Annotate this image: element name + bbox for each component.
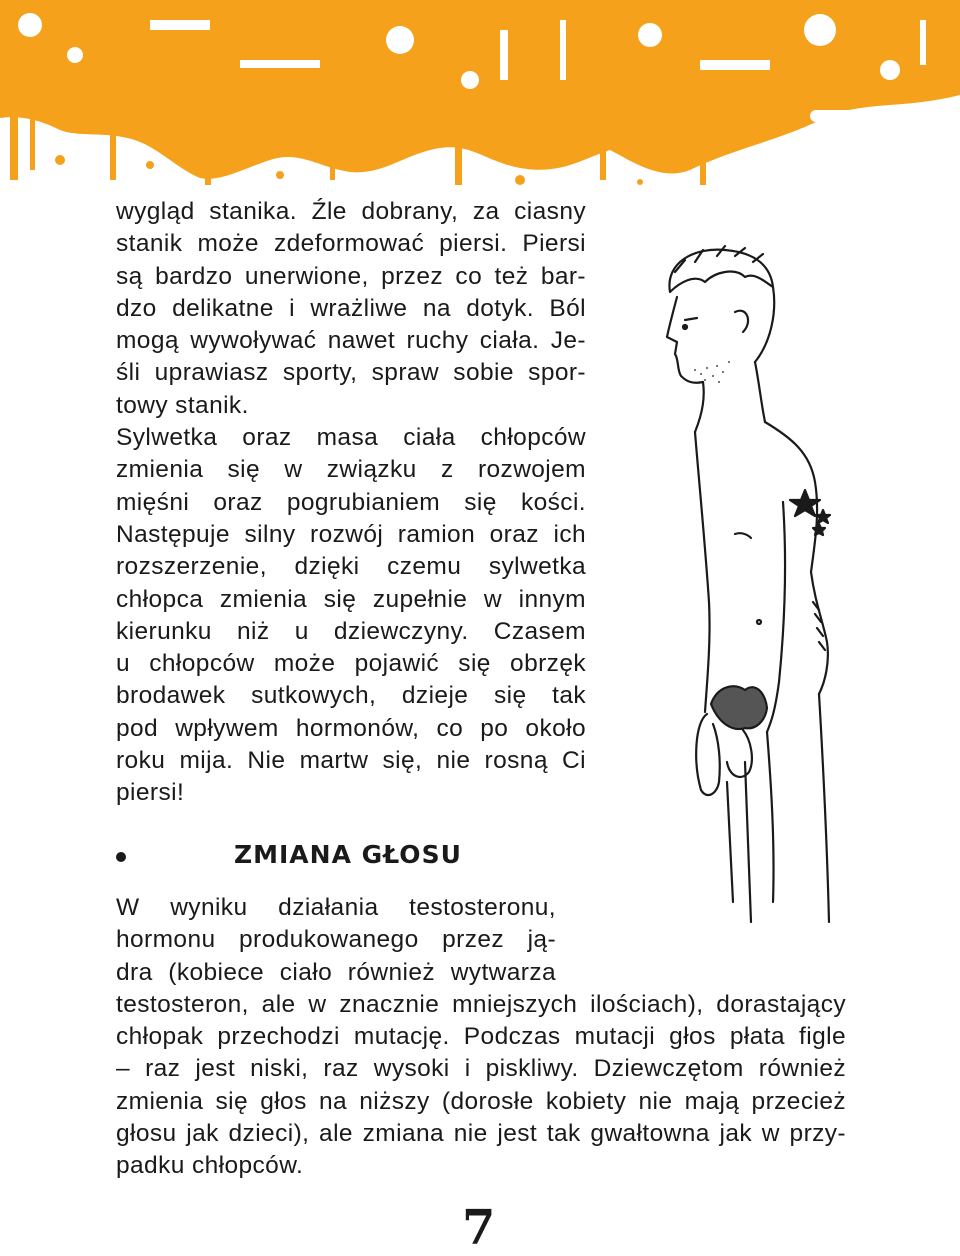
paragraph-line: W wyniku działania testosteronu, (116, 894, 556, 921)
paragraph-line: rozszerzenie, dzięki czemu sylwetka (116, 553, 586, 581)
paragraph-line: hormonu produkowanego przez ją- (116, 926, 556, 954)
paragraph-line: wygląd stanika. Źle dobrany, za ciasny (116, 198, 586, 225)
page-number: 7 (462, 1200, 496, 1256)
paragraph-line: piersi! (116, 779, 185, 807)
boy-illustration (655, 242, 855, 932)
paragraph-line: u chłopców może pojawić się obrzęk (116, 650, 586, 678)
section-title: ZMIANA GŁOSU (234, 840, 462, 869)
paragraph-line: padku chłopców. (116, 1152, 304, 1180)
paragraph-line: pod wpływem hormonów, co po około (116, 714, 586, 742)
header-decoration (0, 0, 960, 190)
section-heading (116, 840, 616, 880)
paragraph-line: chłopak przechodzi mutację. Podczas mutacji głos płata figle (116, 1023, 846, 1051)
paragraph-line: Sylwetka oraz masa ciała chłopców (116, 424, 586, 452)
paragraph-line: dzo delikatne i wrażliwe na dotyk. Ból (116, 294, 586, 322)
paragraph-line: chłopca zmienia się zupełnie w innym (116, 585, 586, 613)
paragraph-line: – raz jest niski, raz wysoki i piskliwy. Dziewczętom również (116, 1055, 846, 1083)
paragraph-line: mięśni oraz pogrubianiem się kości. (116, 488, 586, 516)
paragraph-line: są bardzo unerwione, przez co też bar- (116, 262, 586, 290)
body-text-column (116, 196, 586, 810)
paragraph-line: kierunku niż u dziewczyny. Czasem (116, 617, 586, 645)
paragraph-line: stanik może zdeformować piersi. Piersi (116, 230, 586, 258)
voice-change-paragraph (116, 892, 846, 1183)
paragraph-line: zmienia się głos na niższy (dorosłe kobiety nie mają przecież (116, 1087, 846, 1115)
paragraph-line: brodawek sutkowych, dzieje się tak (116, 682, 586, 710)
paragraph-line: roku mija. Nie martw się, nie rosną Ci (116, 747, 586, 775)
paragraph-line: dra (kobiece ciało również wytwarza (116, 958, 556, 986)
paragraph-line: zmienia się w związku z rozwojem (116, 456, 586, 484)
bullet-icon (116, 852, 126, 862)
paragraph-line: głosu jak dzieci), ale zmiana nie jest tak gwałtowna jak w przy- (116, 1120, 846, 1148)
paragraph-line: testosteron, ale w znacznie mniejszych ilościach), dorastający (116, 990, 846, 1018)
paragraph-line: towy stanik. (116, 391, 249, 419)
paragraph-line: śli uprawiasz sporty, spraw sobie spor- (116, 359, 586, 387)
paragraph-line: Następuje silny rozwój ramion oraz ich (116, 520, 586, 548)
paragraph-line: mogą wywoływać nawet ruchy ciała. Je- (116, 327, 586, 355)
